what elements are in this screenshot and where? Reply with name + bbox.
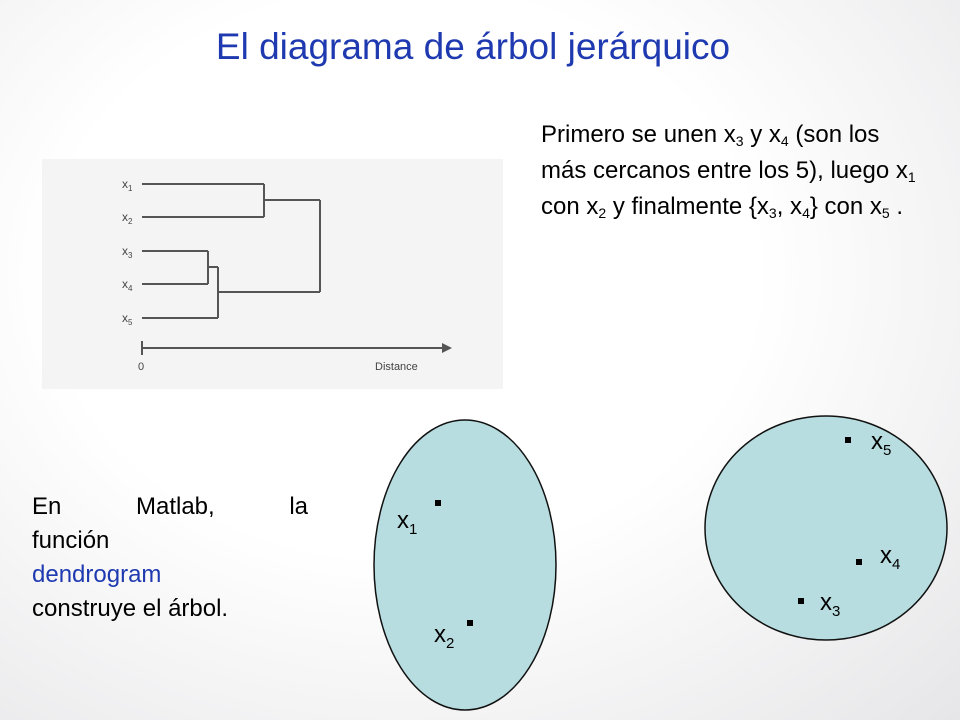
dendrogram-function-name: dendrogram <box>32 561 162 588</box>
point-x4 <box>856 559 862 565</box>
dendro-leaf-label: $x_2$ <box>122 210 133 226</box>
point-label-x5: $x_5$ <box>871 428 892 459</box>
dendro-leaf-label: $x_5$ <box>122 311 133 327</box>
dendro-leaf-label: $x_1$ <box>122 177 133 193</box>
matlab-note-line1: En Matlab, la <box>32 493 308 520</box>
cluster-left <box>374 420 556 710</box>
point-x3 <box>798 598 804 604</box>
dendro-leaf-label: $x_3$ <box>122 244 133 260</box>
point-x5 <box>845 437 851 443</box>
point-label-x1: $x_1$ <box>397 507 418 538</box>
point-x2 <box>467 620 473 626</box>
point-label-x2: $x_2$ <box>434 621 455 652</box>
matlab-note-line2: función <box>32 527 110 554</box>
page-title: El diagrama de árbol jerárquico <box>215 26 731 67</box>
explanation-paragraph: Primero se unen $x_3$ y $x_4$ (son los más cercanos entre los 5), luego $x_1$ con $x_2$ y finalmente {$x_3$, $x_4$} con $x_5$ . <box>541 121 916 221</box>
point-x1 <box>435 500 441 506</box>
point-label-x3: $x_3$ <box>820 589 841 620</box>
matlab-note-line4: construye el árbol. <box>32 595 229 622</box>
dendro-leaf-label: $x_4$ <box>122 277 133 293</box>
point-label-x4: $x_4$ <box>880 542 901 573</box>
axis-label: Distance <box>375 361 418 373</box>
axis-origin-label: 0 <box>138 361 145 373</box>
